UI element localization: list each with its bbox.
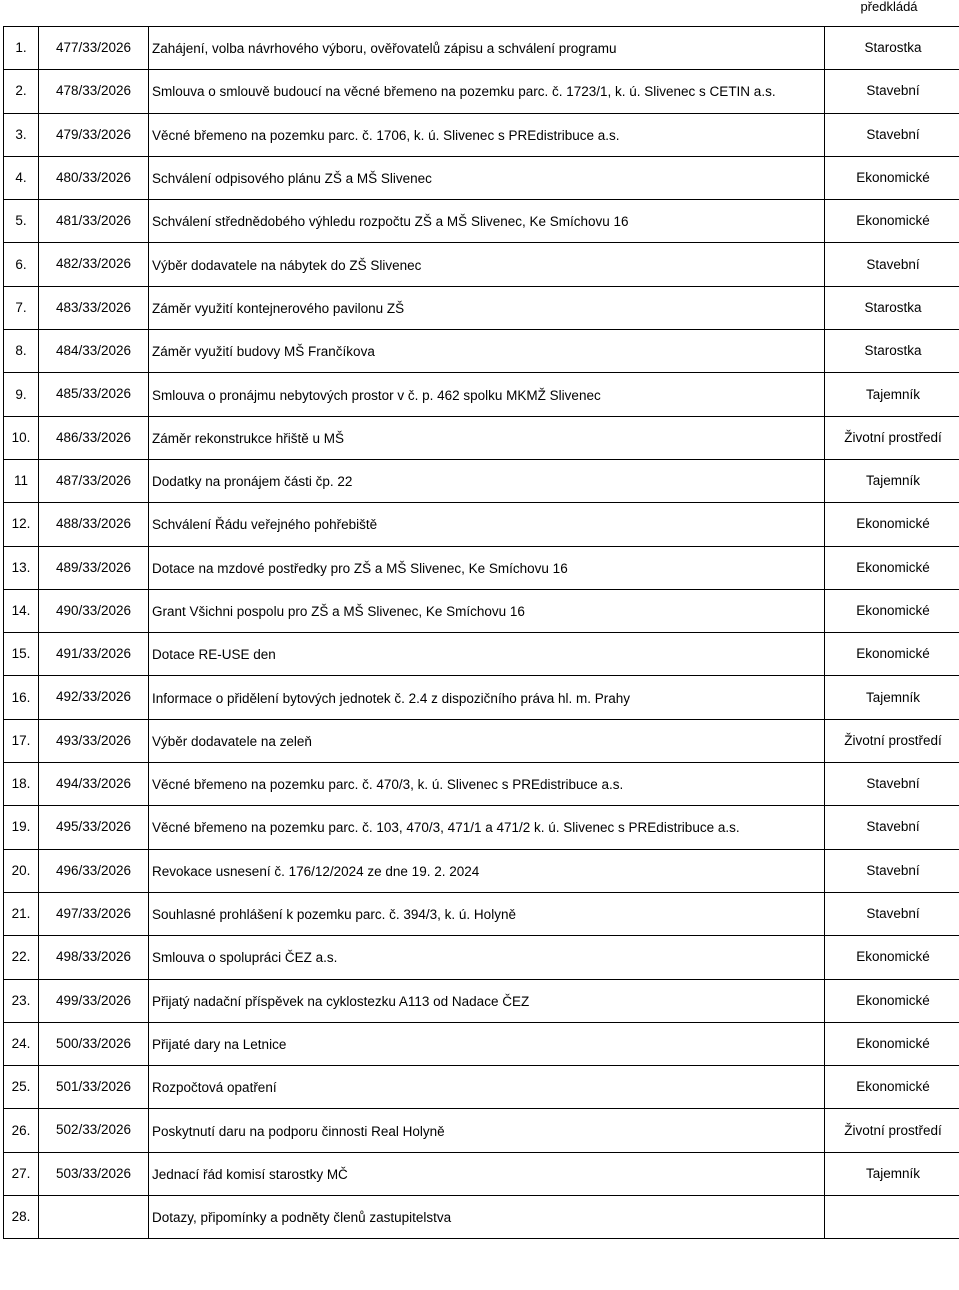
item-number: 14. xyxy=(4,589,39,632)
item-number: 7. xyxy=(4,286,39,329)
item-number: 3. xyxy=(4,113,39,156)
presenter: Stavební xyxy=(825,849,959,892)
agenda-subject-cell xyxy=(149,1066,825,1109)
agenda-subject-cell xyxy=(149,892,825,935)
agenda-subject-cell xyxy=(149,1196,825,1239)
presenter: Ekonomické xyxy=(825,1022,959,1065)
resolution-number: 493/33/2026 xyxy=(39,719,149,762)
agenda-subject: Dodatky na pronájem části čp. 22 xyxy=(152,474,353,490)
item-number: 6. xyxy=(4,243,39,286)
agenda-subject: Dotace na mzdové postředky pro ZŠ a MŠ Slivenec, Ke Smíchovu 16 xyxy=(152,560,568,576)
table-row xyxy=(4,70,959,113)
presenter: Ekonomické xyxy=(825,589,959,632)
table-row xyxy=(4,936,959,979)
agenda-subject-cell xyxy=(149,1109,825,1152)
agenda-subject-cell xyxy=(149,1152,825,1195)
item-number: 28. xyxy=(4,1196,39,1239)
item-number: 8. xyxy=(4,330,39,373)
agenda-subject-cell xyxy=(149,156,825,199)
presenter: Stavební xyxy=(825,243,959,286)
item-number: 21. xyxy=(4,892,39,935)
resolution-number: 492/33/2026 xyxy=(39,676,149,719)
agenda-subject-cell xyxy=(149,1022,825,1065)
table-row xyxy=(4,892,959,935)
resolution-number: 503/33/2026 xyxy=(39,1152,149,1195)
resolution-number: 481/33/2026 xyxy=(39,200,149,243)
agenda-subject-cell xyxy=(149,719,825,762)
agenda-subject: Jednací řád komisí starostky MČ xyxy=(152,1166,348,1182)
table-row xyxy=(4,459,959,502)
table-row xyxy=(4,1066,959,1109)
presenter: Stavební xyxy=(825,70,959,113)
table-row xyxy=(4,806,959,849)
item-number: 9. xyxy=(4,373,39,416)
agenda-subject: Schválení střednědobého výhledu rozpočtu ZŠ a MŠ Slivenec, Ke Smíchovu 16 xyxy=(152,214,629,230)
table-row xyxy=(4,589,959,632)
resolution-number xyxy=(39,1196,149,1239)
resolution-number: 497/33/2026 xyxy=(39,892,149,935)
table-row xyxy=(4,546,959,589)
agenda-subject: Smlouva o spolupráci ČEZ a.s. xyxy=(152,950,338,966)
table-row xyxy=(4,1196,959,1239)
table-row xyxy=(4,243,959,286)
item-number: 4. xyxy=(4,156,39,199)
presenter: Starostka xyxy=(825,27,959,70)
agenda-subject: Souhlasné prohlášení k pozemku parc. č. 394/3, k. ú. Holyně xyxy=(152,907,516,923)
agenda-subject: Dotace RE-USE den xyxy=(152,647,276,663)
resolution-number: 477/33/2026 xyxy=(39,27,149,70)
presenter: Ekonomické xyxy=(825,503,959,546)
agenda-subject-cell xyxy=(149,27,825,70)
presenter: Životní prostředí xyxy=(825,719,959,762)
presenter: Ekonomické xyxy=(825,1066,959,1109)
resolution-number: 489/33/2026 xyxy=(39,546,149,589)
table-row xyxy=(4,979,959,1022)
resolution-number: 490/33/2026 xyxy=(39,589,149,632)
presenter: Starostka xyxy=(825,286,959,329)
resolution-number: 495/33/2026 xyxy=(39,806,149,849)
presenter: Životní prostředí xyxy=(825,416,959,459)
agenda-table-body xyxy=(4,27,959,1239)
item-number: 15. xyxy=(4,633,39,676)
agenda-subject-cell xyxy=(149,459,825,502)
presenter: Tajemník xyxy=(825,373,959,416)
agenda-subject: Přijaté dary na Letnice xyxy=(152,1036,287,1052)
presenter: Tajemník xyxy=(825,1152,959,1195)
item-number: 23. xyxy=(4,979,39,1022)
agenda-subject-cell xyxy=(149,503,825,546)
table-row xyxy=(4,330,959,373)
item-number: 11 xyxy=(4,459,39,502)
item-number: 26. xyxy=(4,1109,39,1152)
table-row xyxy=(4,719,959,762)
agenda-table xyxy=(3,26,959,1239)
presenter: Starostka xyxy=(825,330,959,373)
resolution-number: 483/33/2026 xyxy=(39,286,149,329)
table-row xyxy=(4,1152,959,1195)
agenda-subject: Smlouva o smlouvě budoucí na věcné břemeno na pozemku parc. č. 1723/1, k. ú. Slivenec s CETIN a.s. xyxy=(152,84,776,100)
item-number: 12. xyxy=(4,503,39,546)
item-number: 1. xyxy=(4,27,39,70)
presenter: Stavební xyxy=(825,892,959,935)
presenter-column-header: předkládá xyxy=(860,0,918,14)
resolution-number: 488/33/2026 xyxy=(39,503,149,546)
agenda-subject: Grant Všichni pospolu pro ZŠ a MŠ Slivenec, Ke Smíchovu 16 xyxy=(152,604,525,619)
table-row xyxy=(4,27,959,70)
presenter: Ekonomické xyxy=(825,546,959,589)
item-number: 18. xyxy=(4,763,39,806)
presenter: Stavební xyxy=(825,763,959,806)
item-number: 22. xyxy=(4,936,39,979)
agenda-subject-cell xyxy=(149,546,825,589)
item-number: 2. xyxy=(4,70,39,113)
table-row xyxy=(4,1109,959,1152)
table-row xyxy=(4,113,959,156)
agenda-subject: Záměr využití budovy MŠ Frančíkova xyxy=(152,344,375,360)
agenda-subject: Záměr využití kontejnerového pavilonu ZŠ xyxy=(152,300,405,316)
table-row xyxy=(4,763,959,806)
agenda-subject-cell xyxy=(149,243,825,286)
agenda-subject: Schválení Řádu veřejného pohřebiště xyxy=(152,517,378,533)
agenda-subject: Smlouva o pronájmu nebytových prostor v č. p. 462 spolku MKMŽ Slivenec xyxy=(152,387,601,403)
resolution-number: 480/33/2026 xyxy=(39,156,149,199)
presenter: Tajemník xyxy=(825,459,959,502)
resolution-number: 496/33/2026 xyxy=(39,849,149,892)
presenter: Stavební xyxy=(825,113,959,156)
agenda-subject: Výběr dodavatele na zeleň xyxy=(152,733,312,749)
agenda-subject: Rozpočtová opatření xyxy=(152,1080,277,1096)
agenda-subject-cell xyxy=(149,200,825,243)
presenter: Ekonomické xyxy=(825,936,959,979)
agenda-subject-cell xyxy=(149,589,825,632)
table-row xyxy=(4,416,959,459)
item-number: 25. xyxy=(4,1066,39,1109)
resolution-number: 479/33/2026 xyxy=(39,113,149,156)
presenter: Ekonomické xyxy=(825,633,959,676)
agenda-subject: Dotazy, připomínky a podněty členů zastupitelstva xyxy=(152,1210,452,1226)
resolution-number: 486/33/2026 xyxy=(39,416,149,459)
agenda-subject-cell xyxy=(149,113,825,156)
agenda-subject: Záměr rekonstrukce hřiště u MŠ xyxy=(152,430,345,446)
agenda-subject-cell xyxy=(149,806,825,849)
presenter: Ekonomické xyxy=(825,200,959,243)
agenda-subject-cell xyxy=(149,286,825,329)
item-number: 19. xyxy=(4,806,39,849)
agenda-subject-cell xyxy=(149,763,825,806)
table-row xyxy=(4,200,959,243)
table-row xyxy=(4,373,959,416)
agenda-subject-cell xyxy=(149,330,825,373)
item-number: 27. xyxy=(4,1152,39,1195)
item-number: 17. xyxy=(4,719,39,762)
agenda-subject: Věcné břemeno na pozemku parc. č. 470/3, k. ú. Slivenec s PREdistribuce a.s. xyxy=(152,777,624,793)
agenda-subject: Přijatý nadační příspěvek na cyklostezku A113 od Nadace ČEZ xyxy=(152,993,530,1009)
agenda-subject: Poskytnutí daru na podporu činnosti Real Holyně xyxy=(152,1123,445,1139)
item-number: 24. xyxy=(4,1022,39,1065)
agenda-subject-cell xyxy=(149,849,825,892)
item-number: 20. xyxy=(4,849,39,892)
presenter: Ekonomické xyxy=(825,979,959,1022)
table-row xyxy=(4,156,959,199)
agenda-subject: Věcné břemeno na pozemku parc. č. 1706, k. ú. Slivenec s PREdistribuce a.s. xyxy=(152,127,620,143)
resolution-number: 484/33/2026 xyxy=(39,330,149,373)
agenda-subject: Zahájení, volba návrhového výboru, ověřovatelů zápisu a schválení programu xyxy=(152,41,617,57)
presenter: Životní prostředí xyxy=(825,1109,959,1152)
agenda-subject-cell xyxy=(149,633,825,676)
resolution-number: 485/33/2026 xyxy=(39,373,149,416)
presenter xyxy=(825,1196,959,1239)
presenter: Tajemník xyxy=(825,676,959,719)
resolution-number: 491/33/2026 xyxy=(39,633,149,676)
agenda-subject-cell xyxy=(149,373,825,416)
item-number: 5. xyxy=(4,200,39,243)
agenda-subject: Informace o přidělení bytových jednotek č. 2.4 z dispozičního práva hl. m. Prahy xyxy=(152,690,630,706)
resolution-number: 494/33/2026 xyxy=(39,763,149,806)
agenda-subject-cell xyxy=(149,416,825,459)
agenda-subject-cell xyxy=(149,70,825,113)
agenda-subject-cell xyxy=(149,979,825,1022)
resolution-number: 502/33/2026 xyxy=(39,1109,149,1152)
agenda-subject: Revokace usnesení č. 176/12/2024 ze dne 19. 2. 2024 xyxy=(152,863,480,879)
table-row xyxy=(4,1022,959,1065)
item-number: 16. xyxy=(4,676,39,719)
item-number: 10. xyxy=(4,416,39,459)
table-row xyxy=(4,633,959,676)
resolution-number: 487/33/2026 xyxy=(39,459,149,502)
agenda-subject: Věcné břemeno na pozemku parc. č. 103, 470/3, 471/1 a 471/2 k. ú. Slivenec s PREdistribuce a.s. xyxy=(152,820,740,836)
resolution-number: 500/33/2026 xyxy=(39,1022,149,1065)
table-row xyxy=(4,849,959,892)
agenda-subject-cell xyxy=(149,676,825,719)
table-row xyxy=(4,503,959,546)
table-row xyxy=(4,676,959,719)
agenda-subject-cell xyxy=(149,936,825,979)
resolution-number: 498/33/2026 xyxy=(39,936,149,979)
resolution-number: 501/33/2026 xyxy=(39,1066,149,1109)
table-row xyxy=(4,286,959,329)
resolution-number: 499/33/2026 xyxy=(39,979,149,1022)
item-number: 13. xyxy=(4,546,39,589)
presenter: Ekonomické xyxy=(825,156,959,199)
resolution-number: 482/33/2026 xyxy=(39,243,149,286)
presenter: Stavební xyxy=(825,806,959,849)
agenda-subject: Výběr dodavatele na nábytek do ZŠ Slivenec xyxy=(152,257,422,273)
agenda-subject: Schválení odpisového plánu ZŠ a MŠ Slivenec xyxy=(152,171,432,187)
resolution-number: 478/33/2026 xyxy=(39,70,149,113)
